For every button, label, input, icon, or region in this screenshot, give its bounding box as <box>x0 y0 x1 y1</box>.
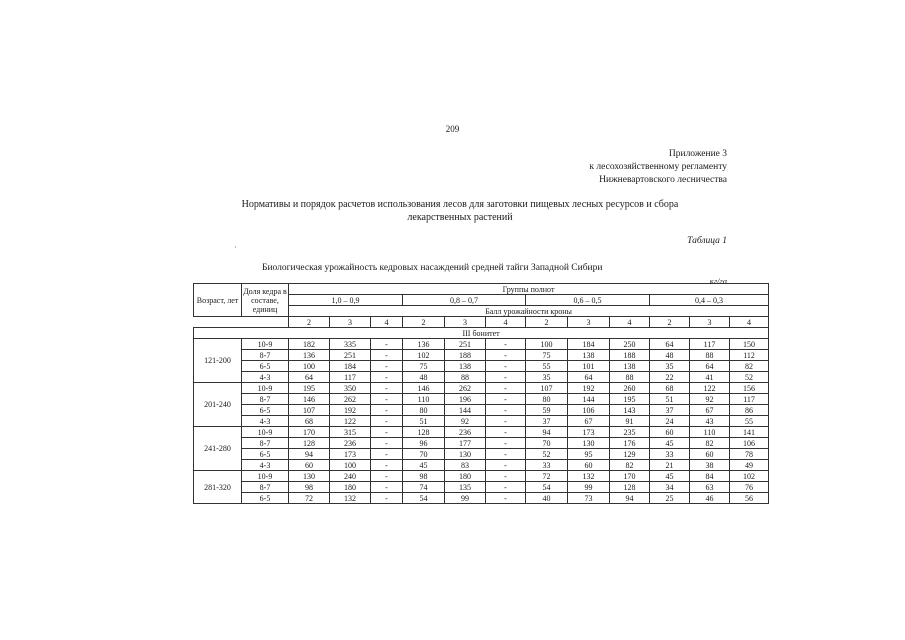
share-cell: 4-3 <box>242 460 289 471</box>
table-row <box>194 339 769 350</box>
value-cell: 92 <box>445 416 486 427</box>
value-cell: - <box>486 416 526 427</box>
value-cell: - <box>371 394 403 405</box>
value-cell: 88 <box>690 350 730 361</box>
value-cell: 141 <box>730 427 769 438</box>
value-cell: 48 <box>650 350 690 361</box>
value-cell: 55 <box>526 361 568 372</box>
value-cell: 188 <box>610 350 650 361</box>
value-cell: 80 <box>403 405 445 416</box>
header-group: 0,8 – 0,7 <box>403 295 526 306</box>
share-cell: 4-3 <box>242 416 289 427</box>
value-cell: 72 <box>526 471 568 482</box>
value-cell: 95 <box>568 449 610 460</box>
share-cell: 6-5 <box>242 493 289 504</box>
value-cell: - <box>486 482 526 493</box>
value-cell: 60 <box>650 427 690 438</box>
share-cell: 8-7 <box>242 394 289 405</box>
age-cell: 121-200 <box>194 339 242 383</box>
value-cell: 78 <box>730 449 769 460</box>
value-cell: 129 <box>610 449 650 460</box>
value-cell: 40 <box>526 493 568 504</box>
value-cell: 99 <box>445 493 486 504</box>
value-cell: 37 <box>650 405 690 416</box>
value-cell: 117 <box>330 372 371 383</box>
value-cell: 180 <box>330 482 371 493</box>
value-cell: 128 <box>289 438 330 449</box>
value-cell: 177 <box>445 438 486 449</box>
value-cell: 260 <box>610 383 650 394</box>
value-cell: 63 <box>690 482 730 493</box>
value-cell: 60 <box>568 460 610 471</box>
appendix-line-2: к лесохозяйственному регламенту <box>589 162 727 172</box>
value-cell: 25 <box>650 493 690 504</box>
value-cell: 138 <box>445 361 486 372</box>
share-cell: 10-9 <box>242 383 289 394</box>
value-cell: 51 <box>650 394 690 405</box>
value-cell: 100 <box>289 361 330 372</box>
value-cell: 110 <box>690 427 730 438</box>
header-score-title: Балл урожайности кроны <box>289 306 769 317</box>
table-row <box>194 383 769 394</box>
header-score: 3 <box>330 317 371 328</box>
table-row <box>194 416 769 427</box>
value-cell: 41 <box>690 372 730 383</box>
value-cell: 86 <box>730 405 769 416</box>
value-cell: 70 <box>403 449 445 460</box>
table-row <box>194 460 769 471</box>
heading-line-2: лекарственных растений <box>407 212 513 223</box>
header-group: 1,0 – 0,9 <box>289 295 403 306</box>
value-cell: 196 <box>445 394 486 405</box>
header-row-scores <box>194 317 769 328</box>
value-cell: 94 <box>289 449 330 460</box>
value-cell: - <box>486 372 526 383</box>
value-cell: 82 <box>610 460 650 471</box>
value-cell: - <box>371 482 403 493</box>
value-cell: 38 <box>690 460 730 471</box>
header-group: 0,6 – 0,5 <box>526 295 650 306</box>
value-cell: 130 <box>289 471 330 482</box>
value-cell: 117 <box>690 339 730 350</box>
share-cell: 8-7 <box>242 350 289 361</box>
value-cell: 75 <box>403 361 445 372</box>
value-cell: 251 <box>330 350 371 361</box>
table-row <box>194 471 769 482</box>
table-row <box>194 405 769 416</box>
share-cell: 10-9 <box>242 339 289 350</box>
value-cell: 64 <box>650 339 690 350</box>
value-cell: 192 <box>568 383 610 394</box>
value-cell: 35 <box>650 361 690 372</box>
value-cell: 64 <box>690 361 730 372</box>
value-cell: 106 <box>730 438 769 449</box>
value-cell: 54 <box>403 493 445 504</box>
bonitet-row <box>194 328 769 339</box>
value-cell: 350 <box>330 383 371 394</box>
share-cell: 6-5 <box>242 449 289 460</box>
appendix-line-1: Приложение 3 <box>668 149 727 159</box>
value-cell: 176 <box>610 438 650 449</box>
value-cell: 188 <box>445 350 486 361</box>
value-cell: 67 <box>690 405 730 416</box>
table-row <box>194 394 769 405</box>
value-cell: 46 <box>690 493 730 504</box>
document-heading <box>230 198 690 224</box>
table-row <box>194 493 769 504</box>
share-cell: 6-5 <box>242 405 289 416</box>
stray-mark: · <box>234 243 237 252</box>
heading-line-1: Нормативы и порядок расчетов использования лесов для заготовки пищевых лесных ресурсов и сбора <box>241 199 679 210</box>
table-row <box>194 361 769 372</box>
value-cell: - <box>486 493 526 504</box>
value-cell: 54 <box>526 482 568 493</box>
share-cell: 10-9 <box>242 471 289 482</box>
value-cell: 37 <box>526 416 568 427</box>
value-cell: - <box>371 416 403 427</box>
value-cell: 33 <box>526 460 568 471</box>
value-cell: 51 <box>403 416 445 427</box>
value-cell: 143 <box>610 405 650 416</box>
value-cell: 144 <box>568 394 610 405</box>
value-cell: 138 <box>610 361 650 372</box>
share-cell: 6-5 <box>242 361 289 372</box>
value-cell: 117 <box>730 394 769 405</box>
header-score: 4 <box>730 317 769 328</box>
blank-cell <box>242 317 289 328</box>
value-cell: 100 <box>330 460 371 471</box>
value-cell: - <box>371 460 403 471</box>
value-cell: 24 <box>650 416 690 427</box>
appendix-line-3: Нижневартовского лесничества <box>599 175 727 185</box>
value-cell: - <box>371 449 403 460</box>
share-cell: 8-7 <box>242 482 289 493</box>
value-cell: 170 <box>610 471 650 482</box>
value-cell: 184 <box>330 361 371 372</box>
unit-label: кг/га <box>709 276 727 286</box>
header-groups-title: Группы полнот <box>289 284 769 295</box>
value-cell: 156 <box>730 383 769 394</box>
value-cell: - <box>486 350 526 361</box>
value-cell: 70 <box>526 438 568 449</box>
value-cell: 72 <box>289 493 330 504</box>
value-cell: 49 <box>730 460 769 471</box>
value-cell: 48 <box>403 372 445 383</box>
table-row <box>194 438 769 449</box>
value-cell: 76 <box>730 482 769 493</box>
header-score: 2 <box>289 317 330 328</box>
blank-cell <box>194 317 242 328</box>
share-cell: 10-9 <box>242 427 289 438</box>
table-row <box>194 482 769 493</box>
value-cell: 68 <box>650 383 690 394</box>
value-cell: 250 <box>610 339 650 350</box>
value-cell: - <box>371 361 403 372</box>
value-cell: 144 <box>445 405 486 416</box>
value-cell: 73 <box>568 493 610 504</box>
value-cell: 112 <box>730 350 769 361</box>
share-cell: 8-7 <box>242 438 289 449</box>
value-cell: 60 <box>289 460 330 471</box>
page-number: 209 <box>445 124 460 134</box>
value-cell: - <box>371 372 403 383</box>
value-cell: 45 <box>403 460 445 471</box>
value-cell: 173 <box>330 449 371 460</box>
appendix-caption <box>589 148 727 187</box>
value-cell: 135 <box>445 482 486 493</box>
header-score: 3 <box>568 317 610 328</box>
value-cell: 82 <box>690 438 730 449</box>
value-cell: 22 <box>650 372 690 383</box>
value-cell: 132 <box>568 471 610 482</box>
value-cell: 52 <box>730 372 769 383</box>
value-cell: - <box>371 427 403 438</box>
value-cell: 107 <box>289 405 330 416</box>
value-cell: - <box>486 427 526 438</box>
age-cell: 281-320 <box>194 471 242 504</box>
value-cell: - <box>486 394 526 405</box>
value-cell: 170 <box>289 427 330 438</box>
value-cell: 67 <box>568 416 610 427</box>
value-cell: 262 <box>330 394 371 405</box>
value-cell: 106 <box>568 405 610 416</box>
value-cell: 235 <box>610 427 650 438</box>
value-cell: 45 <box>650 438 690 449</box>
value-cell: 60 <box>690 449 730 460</box>
value-cell: 146 <box>403 383 445 394</box>
age-cell: 201-240 <box>194 383 242 427</box>
value-cell: 173 <box>568 427 610 438</box>
value-cell: 52 <box>526 449 568 460</box>
value-cell: 92 <box>690 394 730 405</box>
value-cell: 82 <box>730 361 769 372</box>
value-cell: 56 <box>730 493 769 504</box>
header-score: 3 <box>445 317 486 328</box>
value-cell: - <box>486 460 526 471</box>
value-cell: 315 <box>330 427 371 438</box>
value-cell: - <box>371 383 403 394</box>
value-cell: 21 <box>650 460 690 471</box>
value-cell: 74 <box>403 482 445 493</box>
value-cell: 102 <box>730 471 769 482</box>
table-row <box>194 350 769 361</box>
value-cell: 182 <box>289 339 330 350</box>
value-cell: - <box>371 350 403 361</box>
value-cell: 98 <box>403 471 445 482</box>
table-row <box>194 427 769 438</box>
table-row <box>194 372 769 383</box>
value-cell: 251 <box>445 339 486 350</box>
value-cell: 88 <box>445 372 486 383</box>
value-cell: 150 <box>730 339 769 350</box>
value-cell: - <box>486 471 526 482</box>
value-cell: 35 <box>526 372 568 383</box>
value-cell: 192 <box>330 405 371 416</box>
value-cell: 122 <box>330 416 371 427</box>
value-cell: 83 <box>445 460 486 471</box>
value-cell: - <box>371 438 403 449</box>
value-cell: - <box>371 339 403 350</box>
value-cell: - <box>486 405 526 416</box>
value-cell: 94 <box>526 427 568 438</box>
value-cell: 130 <box>445 449 486 460</box>
share-cell: 4-3 <box>242 372 289 383</box>
value-cell: - <box>486 361 526 372</box>
header-score: 2 <box>526 317 568 328</box>
value-cell: 180 <box>445 471 486 482</box>
bonitet-label: III бонитет <box>194 328 769 339</box>
value-cell: 45 <box>650 471 690 482</box>
header-score: 4 <box>486 317 526 328</box>
value-cell: 101 <box>568 361 610 372</box>
value-cell: - <box>371 405 403 416</box>
value-cell: 262 <box>445 383 486 394</box>
value-cell: 128 <box>403 427 445 438</box>
header-share: Доля кедра в составе, единиц <box>242 284 289 317</box>
value-cell: - <box>486 438 526 449</box>
value-cell: - <box>486 449 526 460</box>
value-cell: 122 <box>690 383 730 394</box>
value-cell: 335 <box>330 339 371 350</box>
header-row-groups <box>194 284 769 295</box>
header-score: 2 <box>403 317 445 328</box>
header-age: Возраст, лет <box>194 284 242 317</box>
value-cell: - <box>486 383 526 394</box>
value-cell: 236 <box>445 427 486 438</box>
yield-table <box>193 283 769 504</box>
table-row <box>194 449 769 460</box>
value-cell: 88 <box>610 372 650 383</box>
value-cell: 55 <box>730 416 769 427</box>
header-score: 4 <box>610 317 650 328</box>
value-cell: 128 <box>610 482 650 493</box>
value-cell: - <box>371 471 403 482</box>
value-cell: 84 <box>690 471 730 482</box>
value-cell: 34 <box>650 482 690 493</box>
value-cell: 64 <box>568 372 610 383</box>
value-cell: 80 <box>526 394 568 405</box>
value-cell: 102 <box>403 350 445 361</box>
value-cell: 130 <box>568 438 610 449</box>
value-cell: 136 <box>289 350 330 361</box>
value-cell: 96 <box>403 438 445 449</box>
value-cell: 33 <box>650 449 690 460</box>
header-score: 2 <box>650 317 690 328</box>
value-cell: 59 <box>526 405 568 416</box>
table-label: Таблица 1 <box>687 236 727 246</box>
value-cell: 98 <box>289 482 330 493</box>
value-cell: - <box>486 339 526 350</box>
value-cell: 146 <box>289 394 330 405</box>
value-cell: 68 <box>289 416 330 427</box>
age-cell: 241-280 <box>194 427 242 471</box>
header-group: 0,4 – 0,3 <box>650 295 769 306</box>
value-cell: 94 <box>610 493 650 504</box>
value-cell: 195 <box>610 394 650 405</box>
table-title: Биологическая урожайность кедровых насаждений средней тайги Западной Сибири <box>262 263 603 273</box>
value-cell: 100 <box>526 339 568 350</box>
value-cell: - <box>371 493 403 504</box>
value-cell: 107 <box>526 383 568 394</box>
header-score: 3 <box>690 317 730 328</box>
value-cell: 64 <box>289 372 330 383</box>
value-cell: 99 <box>568 482 610 493</box>
value-cell: 236 <box>330 438 371 449</box>
value-cell: 43 <box>690 416 730 427</box>
value-cell: 132 <box>330 493 371 504</box>
header-score: 4 <box>371 317 403 328</box>
value-cell: 195 <box>289 383 330 394</box>
value-cell: 110 <box>403 394 445 405</box>
value-cell: 91 <box>610 416 650 427</box>
value-cell: 138 <box>568 350 610 361</box>
value-cell: 240 <box>330 471 371 482</box>
value-cell: 184 <box>568 339 610 350</box>
value-cell: 136 <box>403 339 445 350</box>
value-cell: 75 <box>526 350 568 361</box>
